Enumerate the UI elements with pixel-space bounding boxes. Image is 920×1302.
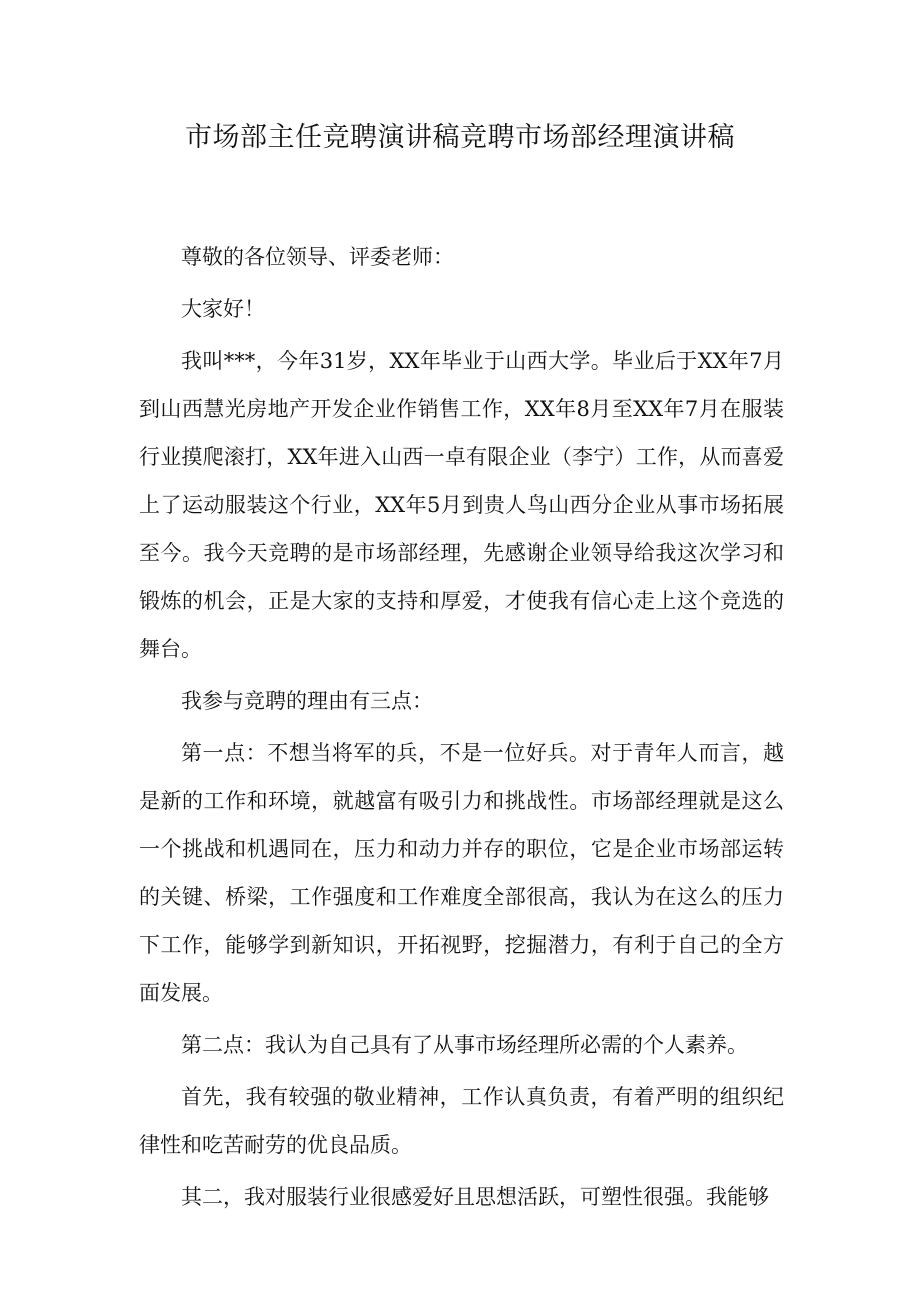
- document-body: [139, 233, 784, 1225]
- salutation-paragraph: 尊敬的各位领导、评委老师：: [181, 245, 454, 269]
- document-title: 市场部主任竞聘演讲稿竞聘市场部经理演讲稿: [185, 122, 735, 153]
- first-reason-paragraph: 第一点：不想当将军的兵，不是一位好兵。对于青年人而言，越是新的工作和环境，就越富有吸引力和挑战性。市场部经理就是这么一个挑战和机遇同在，压力和动力并存的职位，它是企业市场部运转的关键、桥梁，工作强度和工作难度全部很高，我认为在这么的压力下工作，能够学到新知识，开拓视野，挖掘潜力，有利于自己的全方面发展。: [139, 741, 784, 1005]
- interest-paragraph: 其二，我对服装行业很感爱好且思想活跃，可塑性很强。我能够: [181, 1185, 769, 1209]
- second-reason-paragraph: 第二点：我认为自己具有了从事市场经理所必需的个人素养。: [181, 1033, 748, 1057]
- greeting-paragraph: 大家好！: [181, 297, 265, 321]
- dedication-paragraph: 首先，我有较强的敬业精神，工作认真负责，有着严明的组织纪律性和吃苦耐劳的优良品质。: [139, 1085, 784, 1157]
- reasons-intro-paragraph: 我参与竞聘的理由有三点：: [181, 689, 433, 713]
- self-introduction-paragraph: 我叫***，今年31岁，XX年毕业于山西大学。毕业后于XX年7月到山西慧光房地产开发企业作销售工作，XX年8月至XX年7月在服装行业摸爬滚打，XX年进入山西一卓有限企业（李宁）工作，从而喜爱上了运动服装这个行业，XX年5月到贵人鸟山西分企业从事市场拓展至今。我今天竞聘的是市场部经理，先感谢企业领导给我这次学习和锻炼的机会，正是大家的支持和厚爱，才使我有信心走上这个竞选的舞台。: [139, 349, 784, 661]
